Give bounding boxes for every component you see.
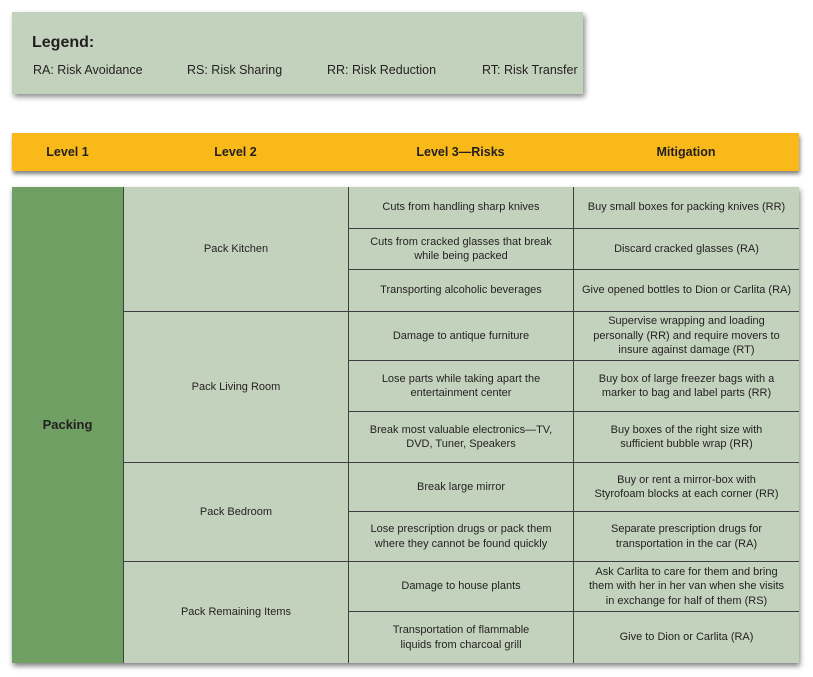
legend-box bbox=[12, 12, 583, 94]
level1-cell-packing: Packing bbox=[12, 187, 123, 663]
header-level-3-risks: Level 3—Risks bbox=[416, 145, 505, 159]
risk-cell: Damage to antique furniture bbox=[348, 311, 573, 360]
risk-cell: Transportation of flammable liquids from charcoal grill bbox=[348, 611, 573, 663]
mitigation-cell: Give to Dion or Carlita (RA) bbox=[573, 611, 799, 663]
risk-cell: Break large mirror bbox=[348, 462, 573, 511]
mitigation-cell: Buy small boxes for packing knives (RR) bbox=[573, 187, 799, 228]
mitigation-cell: Ask Carlita to care for them and bring them with her in her van when she visits in exchange for half of them (RS) bbox=[573, 561, 799, 611]
legend-item-risk-sharing: RS: Risk Sharing bbox=[187, 63, 283, 77]
mitigation-cell: Supervise wrapping and loading personally (RR) and require movers to insure against damage (RT) bbox=[573, 311, 799, 360]
level2-cell-pack-remaining-items: Pack Remaining Items bbox=[123, 561, 348, 663]
level2-cell-pack-bedroom: Pack Bedroom bbox=[123, 462, 348, 561]
legend-item-risk-transfer: RT: Risk Transfer bbox=[482, 63, 578, 77]
risk-table bbox=[12, 187, 799, 663]
risk-cell: Transporting alcoholic beverages bbox=[348, 269, 573, 311]
mitigation-cell: Discard cracked glasses (RA) bbox=[573, 228, 799, 269]
risk-cell: Damage to house plants bbox=[348, 561, 573, 611]
legend-item-risk-reduction: RR: Risk Reduction bbox=[327, 63, 437, 77]
risk-cell: Lose parts while taking apart the entertainment center bbox=[348, 360, 573, 411]
header-level-2: Level 2 bbox=[214, 145, 257, 159]
risk-cell: Cuts from handling sharp knives bbox=[348, 187, 573, 228]
header-level-1: Level 1 bbox=[46, 145, 89, 159]
risk-cell: Break most valuable electronics—TV, DVD, Tuner, Speakers bbox=[348, 411, 573, 462]
mitigation-cell: Buy boxes of the right size with sufficient bubble wrap (RR) bbox=[573, 411, 799, 462]
level2-cell-pack-living-room: Pack Living Room bbox=[123, 311, 348, 462]
mitigation-cell: Buy box of large freezer bags with a marker to bag and label parts (RR) bbox=[573, 360, 799, 411]
risk-cell: Lose prescription drugs or pack them where they cannot be found quickly bbox=[348, 511, 573, 561]
legend-title: Legend: bbox=[32, 34, 95, 51]
table-header bbox=[12, 133, 799, 171]
mitigation-cell: Give opened bottles to Dion or Carlita (RA) bbox=[573, 269, 799, 311]
mitigation-cell: Separate prescription drugs for transportation in the car (RA) bbox=[573, 511, 799, 561]
level2-cell-pack-kitchen: Pack Kitchen bbox=[123, 187, 348, 311]
risk-cell: Cuts from cracked glasses that break while being packed bbox=[348, 228, 573, 269]
header-mitigation: Mitigation bbox=[656, 145, 716, 159]
mitigation-cell: Buy or rent a mirror-box with Styrofoam blocks at each corner (RR) bbox=[573, 462, 799, 511]
legend-item-risk-avoidance: RA: Risk Avoidance bbox=[33, 63, 143, 77]
